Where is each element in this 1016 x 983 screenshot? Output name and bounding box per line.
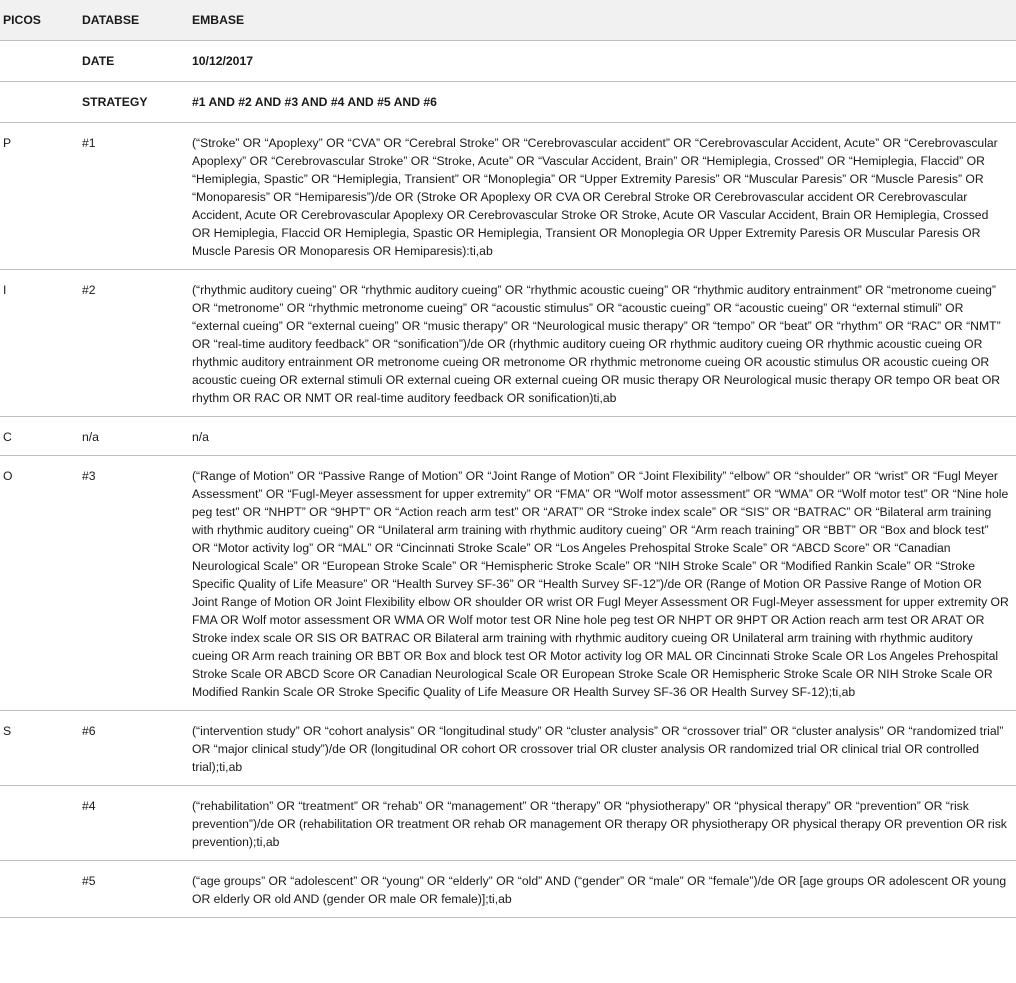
table-row	[0, 785, 1016, 860]
table-row	[0, 860, 1016, 917]
query-cell: (“Stroke” OR “Apoplexy” OR “CVA” OR “Cerebral Stroke” OR “Cerebrovascular accident” OR “Cerebrovascular Accident, Acute” OR “Cerebrovascular Apoplexy” OR “Cerebrovascular Stroke” OR “Stroke, Acute” OR “Vascular Accident, Brain” OR “Hemiplegia, Crossed” OR “Hemiplegia, Flaccid” OR “Hemiplegia, Spastic” OR “Hemiplegia, Transient” OR “Monoplegia” OR “Upper Extremity Paresis” OR “Muscular Paresis” OR “Muscle Paresis” OR “Monoparesis” OR “Hemiparesis”)/de OR (Stroke OR Apoplexy OR CVA OR Cerebral Stroke OR Cerebrovascular accident OR Cerebrovascular Accident, Acute OR Cerebrovascular Apoplexy OR Cerebrovascular Stroke OR Stroke, Acute OR Vascular Accident, Brain OR Hemiplegia, Crossed OR Hemiplegia, Flaccid OR Hemiplegia, Spastic OR Hemiplegia, Transient OR Monoplegia OR Upper Extremity Paresis OR Muscular Paresis OR Muscle Paresis OR Monoparesis OR Hemiparesis):ti,ab	[192, 122, 1016, 269]
search-id-cell: n/a	[82, 416, 192, 455]
table-row	[0, 455, 1016, 710]
picos-cell	[0, 785, 82, 860]
query-cell: (“Range of Motion” OR “Passive Range of Motion” OR “Joint Range of Motion” OR “Joint Flexibility” “elbow” OR “shoulder” OR “wrist” OR “Fugl Meyer Assessment” OR “Fugl-Meyer assessment for upper extremity” OR “FMA” OR “Wolf motor assessment” OR “WMA” OR “Wolf motor test” OR “Nine hole peg test” OR “NHPT” OR “9HPT” OR “Action reach arm test” OR “ARAT” OR “Stroke index scale” OR “SIS” OR “BATRAC” OR “Bilateral arm training with rhythmic auditory cueing” OR “Unilateral arm training with rhythmic auditory cueing” OR “Arm reach training” OR “BBT” OR “Box and block test” OR “Motor activity log” OR “MAL” OR “Cincinnati Stroke Scale” OR “Los Angeles Prehospital Stroke Scale” OR “ABCD Score” OR “Canadian Neurological Scale” OR “European Stroke Scale” OR “Hemispheric Stroke Scale” OR “NIH Stroke Scale” OR “Modified Rankin Scale” OR “Stroke Specific Quality of Life Measure” OR “Health Survey SF-36” OR “Health Survey SF-12”)/de OR (Range of Motion OR Passive Range of Motion OR Joint Range of Motion OR Joint Flexibility elbow OR shoulder OR wrist OR Fugl Meyer Assessment OR Fugl-Meyer assessment for upper extremity OR FMA OR Wolf motor assessment OR WMA OR Wolf motor test OR Nine hole peg test OR NHPT OR 9HPT OR Action reach arm test OR ARAT OR Stroke index scale OR SIS OR BATRAC OR Bilateral arm training with rhythmic auditory cueing OR Unilateral arm training with rhythmic auditory cueing OR Arm reach training OR BBT OR Box and block test OR Motor activity log OR MAL OR Cincinnati Stroke Scale OR Los Angeles Prehospital Stroke Scale OR ABCD Score OR Canadian Neurological Scale OR European Stroke Scale OR Hemispheric Stroke Scale OR NIH Stroke Scale OR Modified Rankin Scale OR Stroke Specific Quality of Life Measure OR Health Survey SF-36 OR Health Survey SF-12);ti,ab	[192, 455, 1016, 710]
strategy-row	[0, 81, 1016, 122]
header-embase: EMBASE	[192, 0, 1016, 40]
header-picos: PICOS	[0, 0, 82, 40]
search-id-cell: #4	[82, 785, 192, 860]
table-row	[0, 269, 1016, 416]
header-row	[0, 0, 1016, 40]
query-cell: (“intervention study” OR “cohort analysis” OR “longitudinal study” OR “cluster analysis” OR “crossover trial” OR “cluster analysis” OR “randomized trial” OR “major clinical study”)/de OR (longitudinal OR cohort OR crossover trial OR cluster analysis OR randomized trial OR clinical trial OR controlled trial);ti,ab	[192, 710, 1016, 785]
query-cell: (“rehabilitation” OR “treatment” OR “rehab” OR “management” OR “therapy” OR “physiotherapy” OR “physical therapy” OR “prevention” OR “risk prevention”)/de OR (rehabilitation OR treatment OR rehab OR management OR therapy OR physiotherapy OR physical therapy OR prevention OR risk prevention);ti,ab	[192, 785, 1016, 860]
date-value: 10/12/2017	[192, 40, 1016, 81]
query-cell: n/a	[192, 416, 1016, 455]
picos-cell: C	[0, 416, 82, 455]
search-id-cell: #3	[82, 455, 192, 710]
strategy-value: #1 AND #2 AND #3 AND #4 AND #5 AND #6	[192, 81, 1016, 122]
search-id-cell: #1	[82, 122, 192, 269]
picos-cell: S	[0, 710, 82, 785]
search-id-cell: #2	[82, 269, 192, 416]
date-row	[0, 40, 1016, 81]
search-id-cell: #6	[82, 710, 192, 785]
query-cell: (“age groups” OR “adolescent” OR “young” OR “elderly” OR “old” AND (“gender” OR “male” OR “female”)/de OR [age groups OR adolescent OR young OR elderly OR old AND (gender OR male OR female)];ti,ab	[192, 860, 1016, 917]
picos-cell: I	[0, 269, 82, 416]
strategy-label: STRATEGY	[82, 81, 192, 122]
date-label: DATE	[82, 40, 192, 81]
picos-cell: P	[0, 122, 82, 269]
table-row	[0, 122, 1016, 269]
picos-cell	[0, 860, 82, 917]
search-id-cell: #5	[82, 860, 192, 917]
header-database: DATABSE	[82, 0, 192, 40]
table-row	[0, 710, 1016, 785]
empty-cell	[0, 81, 82, 122]
query-cell: (“rhythmic auditory cueing” OR “rhythmic auditory cueing” OR “rhythmic acoustic cueing” OR “rhythmic auditory entrainment” OR “metronome cueing” OR “metronome” OR “rhythmic metronome cueing” OR “acoustic stimulus” OR “acoustic cueing” OR “acoustic cueing” OR “external stimuli” OR “external cueing” OR “external cueing” OR “music therapy” OR “Neurological music therapy” OR “tempo” OR “beat” OR “rhythm” OR “RAC” OR “NMT” OR “real-time auditory feedback” OR “sonification”)/de OR (rhythmic auditory cueing OR rhythmic auditory cueing OR rhythmic acoustic cueing OR rhythmic auditory entrainment OR metronome cueing OR metronome OR rhythmic metronome cueing OR acoustic stimulus OR acoustic cueing OR acoustic cueing OR external stimuli OR external cueing OR external cueing OR music therapy OR Neurological music therapy OR tempo OR beat OR rhythm OR RAC OR NMT OR real-time auditory feedback OR sonification)ti,ab	[192, 269, 1016, 416]
picos-cell: O	[0, 455, 82, 710]
empty-cell	[0, 40, 82, 81]
table-row	[0, 416, 1016, 455]
